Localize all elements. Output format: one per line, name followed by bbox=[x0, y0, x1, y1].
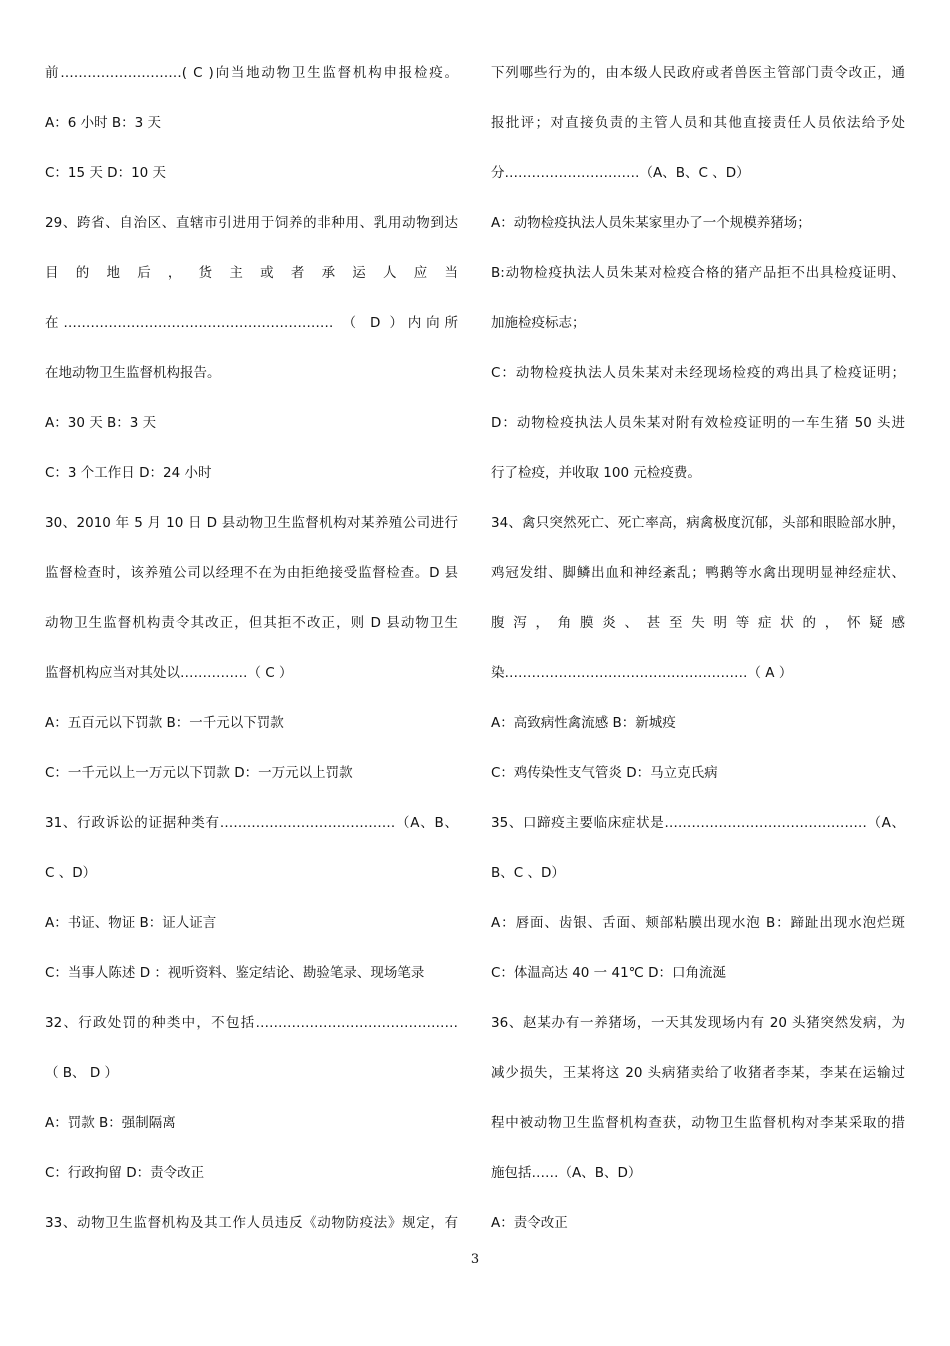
text-line: 加施检疫标志； bbox=[491, 315, 586, 331]
text-line: C：3 个工作日 D：24 小时 bbox=[45, 465, 212, 481]
text-line: 监督检查时，该养殖公司以经理不在为由拒绝接受监督检查。D 县 bbox=[45, 565, 458, 581]
text-line: C 、D） bbox=[45, 865, 97, 881]
text-line: 程中被动物卫生监督机构查获，动物卫生监督机构对李某采取的措 bbox=[491, 1115, 905, 1131]
text-line: （ B、 D ） bbox=[45, 1065, 119, 1081]
text-line: C：行政拘留 D：责令改正 bbox=[45, 1165, 205, 1181]
left-column bbox=[45, 55, 458, 1255]
text-line: A：书证、物证 B：证人证言 bbox=[45, 915, 217, 931]
text-line: 报批评；对直接负责的主管人员和其他直接责任人员依法给予处 bbox=[491, 115, 905, 131]
text-line: 施包括……（A、B、D） bbox=[491, 1165, 642, 1181]
text-line: A：6 小时 B：3 天 bbox=[45, 115, 162, 131]
text-line: A：高致病性禽流感 B：新城疫 bbox=[491, 715, 676, 731]
text-line: 30、2010 年 5 月 10 日 D 县动物卫生监督机构对某养殖公司进行 bbox=[45, 515, 458, 531]
text-line: D：动物检疫执法人员朱某对附有效检疫证明的一车生猪 50 头进 bbox=[491, 415, 905, 431]
text-line: C：一千元以上一万元以下罚款 D：一万元以上罚款 bbox=[45, 765, 353, 781]
text-line: 33、动物卫生监督机构及其工作人员违反《动物防疫法》规定，有 bbox=[45, 1215, 458, 1231]
text-line: 在…………………………………………………… （ D ）内向所 bbox=[45, 315, 458, 331]
text-line: B、C 、D） bbox=[491, 865, 565, 881]
text-line: 减少损失，王某将这 20 头病猪卖给了收猪者李某，李某在运输过 bbox=[491, 1065, 905, 1081]
text-line: C：鸡传染性支气管炎 D：马立克氏病 bbox=[491, 765, 718, 781]
text-line: C：当事人陈述 D ：视听资料、鉴定结论、勘验笔录、现场笔录 bbox=[45, 965, 425, 981]
text-line: 监督机构应当对其处以……………（ C ） bbox=[45, 665, 293, 681]
right-column bbox=[491, 55, 905, 1255]
text-line: B:动物检疫执法人员朱某对检疫合格的猪产品拒不出具检疫证明、 bbox=[491, 265, 905, 281]
text-line: A：30 天 B：3 天 bbox=[45, 415, 157, 431]
text-line: 目 的 地 后 ， 货 主 或 者 承 运 人 应 当 bbox=[45, 265, 458, 281]
text-line: 29、跨省、自治区、直辖市引进用于饲养的非种用、乳用动物到达 bbox=[45, 215, 458, 231]
text-line: A：唇面、齿银、舌面、颊部粘膜出现水泡 B：蹄趾出现水泡烂斑 bbox=[491, 915, 905, 931]
text-line: 31、行政诉讼的证据种类有…………………………………（A、B、 bbox=[45, 815, 458, 831]
text-line: 下列哪些行为的，由本级人民政府或者兽医主管部门责令改正，通 bbox=[491, 65, 905, 81]
text-line: A：动物检疫执法人员朱某家里办了一个规模养猪场； bbox=[491, 215, 811, 231]
text-line: 36、赵某办有一养猪场，一天其发现场内有 20 头猪突然发病，为 bbox=[491, 1015, 905, 1031]
text-line: 分…………………………（A、B、C 、D） bbox=[491, 165, 750, 181]
text-line: 腹 泻 ， 角 膜 炎 、 甚 至 失 明 等 症 状 的 ， 怀 疑 感 bbox=[491, 615, 905, 631]
text-line: C：动物检疫执法人员朱某对未经现场检疫的鸡出具了检疫证明； bbox=[491, 365, 905, 381]
text-line: C：15 天 D：10 天 bbox=[45, 165, 167, 181]
text-line: 动物卫生监督机构责令其改正，但其拒不改正，则 D 县动物卫生 bbox=[45, 615, 458, 631]
text-line: 前………………………( C )向当地动物卫生监督机构申报检疫。 bbox=[45, 65, 458, 81]
text-line: A：五百元以下罚款 B：一千元以下罚款 bbox=[45, 715, 284, 731]
text-line: C：体温高达 40 一 41℃ D：口角流涎 bbox=[491, 965, 727, 981]
text-line: A：罚款 B：强制隔离 bbox=[45, 1115, 176, 1131]
text-line: A：责令改正 bbox=[491, 1215, 568, 1231]
text-line: 染………………………………………………（ A ） bbox=[491, 665, 793, 681]
text-line: 鸡冠发绀、脚鳞出血和神经紊乱；鸭鹅等水禽出现明显神经症状、 bbox=[491, 565, 905, 581]
text-line: 35、口蹄疫主要临床症状是………………………………………（A、 bbox=[491, 815, 905, 831]
text-line: 行了检疫，并收取 100 元检疫费。 bbox=[491, 465, 701, 481]
page-number: 3 bbox=[470, 1252, 480, 1267]
text-line: 34、禽只突然死亡、死亡率高，病禽极度沉郁，头部和眼睑部水肿， bbox=[491, 515, 905, 531]
text-line: 在地动物卫生监督机构报告。 bbox=[45, 365, 221, 381]
text-line: 32、行政处罚的种类中，不包括……………………………………… bbox=[45, 1015, 458, 1031]
